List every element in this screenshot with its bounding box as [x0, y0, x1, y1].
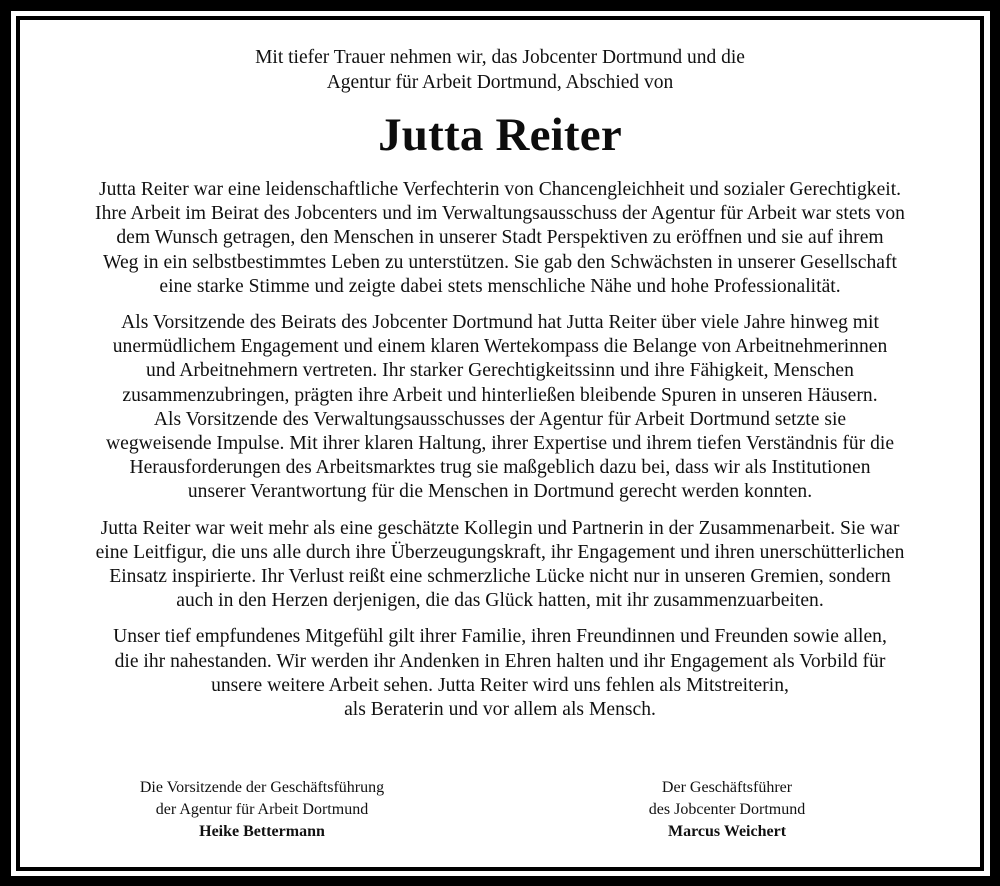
text-line: Als Vorsitzende des Verwaltungsausschusses der Agentur für Arbeit Dortmund setzte sie — [153, 408, 847, 430]
intro-text — [0, 45, 1000, 95]
signature-block-jobcenter — [567, 777, 887, 843]
text-line: unserer Verantwortung für die Menschen in Dortmund gerecht werden konnten. — [187, 481, 813, 503]
text-line: Herausforderungen des Arbeitsmarktes trug sie maßgeblich dazu bei, dass wir als Institutionen — [129, 457, 871, 479]
text-line: Einsatz inspirierte. Ihr Verlust reißt eine schmerzliche Lücke nicht nur in unseren Gremien, sondern — [109, 566, 891, 588]
text-line: die ihr nahestanden. Wir werden ihr Andenken in Ehren halten und ihr Engagement als Vorbild für — [114, 650, 886, 672]
text-line: als Beraterin und vor allem als Mensch. — [344, 699, 656, 721]
text-line: Jutta Reiter war weit mehr als eine geschätzte Kollegin und Partnerin in der Zusammenarbeit. Sie war — [100, 517, 900, 539]
deceased-name-heading: Jutta Reiter — [378, 109, 622, 161]
intro-line: Agentur für Arbeit Dortmund, Abschied von — [326, 72, 674, 93]
signatory-name: Marcus Weichert — [667, 823, 787, 840]
text-line: wegweisende Impulse. Mit ihrer klaren Haltung, ihrer Expertise und ihrem tiefen Verständnis für die — [105, 433, 895, 455]
signature-title-line: Die Vorsitzende der Geschäftsführung — [139, 779, 385, 796]
signature-title-line: des Jobcenter Dortmund — [648, 801, 806, 818]
text-line: auch in den Herzen derjenigen, die das Glück hatten, mit ihr zusammenzuarbeiten. — [176, 590, 824, 612]
signatory-name: Heike Bettermann — [199, 823, 325, 840]
text-line: eine starke Stimme und zeigte dabei stets menschliche Nähe und hohe Professionalität. — [159, 275, 841, 297]
paragraph-1 — [28, 178, 972, 299]
text-line: Jutta Reiter war eine leidenschaftliche Verfechterin von Chancengleichheit und sozialer Gerechtigkeit. — [98, 179, 902, 200]
text-line: Als Vorsitzende des Beirats des Jobcenter Dortmund hat Jutta Reiter über viele Jahre hinweg mit — [121, 312, 879, 334]
text-line: unermüdlichem Engagement und einem klaren Wertekompass die Belange von Arbeitnehmerinnen — [112, 336, 888, 358]
text-line: und Arbeitnehmern vertreten. Ihr starker Gerechtigkeitssinn und ihre Fähigkeit, Menschen — [146, 360, 854, 382]
text-line: Unser tief empfundenes Mitgefühl gilt ihrer Familie, ihren Freundinnen und Freunden sowie allen, — [113, 626, 887, 648]
obituary-body — [28, 178, 972, 734]
text-line: dem Wunsch getragen, den Menschen in unserer Stadt Perspektiven zu eröffnen und sie auf ihrem — [116, 227, 884, 249]
intro-line: Mit tiefer Trauer nehmen wir, das Jobcenter Dortmund und die — [255, 47, 745, 68]
signature-title-line: der Agentur für Arbeit Dortmund — [155, 801, 369, 818]
text-line: Weg in ein selbstbestimmtes Leben zu unterstützen. Sie gab den Schwächsten in unserer Gesellschaft — [103, 251, 897, 273]
text-line: eine Leitfigur, die uns alle durch ihre Überzeugungskraft, ihr Engagement und ihren unerschütterlichen — [95, 541, 905, 563]
text-line: zusammenzubringen, prägten ihre Arbeit und hinterließen bleibende Spuren in unseren Häusern. — [122, 384, 878, 406]
paragraph-4 — [28, 625, 972, 722]
signature-block-agentur — [102, 777, 422, 843]
text-line: Ihre Arbeit im Beirat des Jobcenters und im Verwaltungsausschuss der Agentur für Arbeit war stets von — [95, 203, 905, 225]
paragraph-3 — [28, 517, 972, 614]
signature-title-line: Der Geschäftsführer — [661, 779, 793, 796]
paragraph-2 — [28, 311, 972, 505]
text-line: unsere weitere Arbeit sehen. Jutta Reiter wird uns fehlen als Mitstreiterin, — [211, 674, 789, 696]
